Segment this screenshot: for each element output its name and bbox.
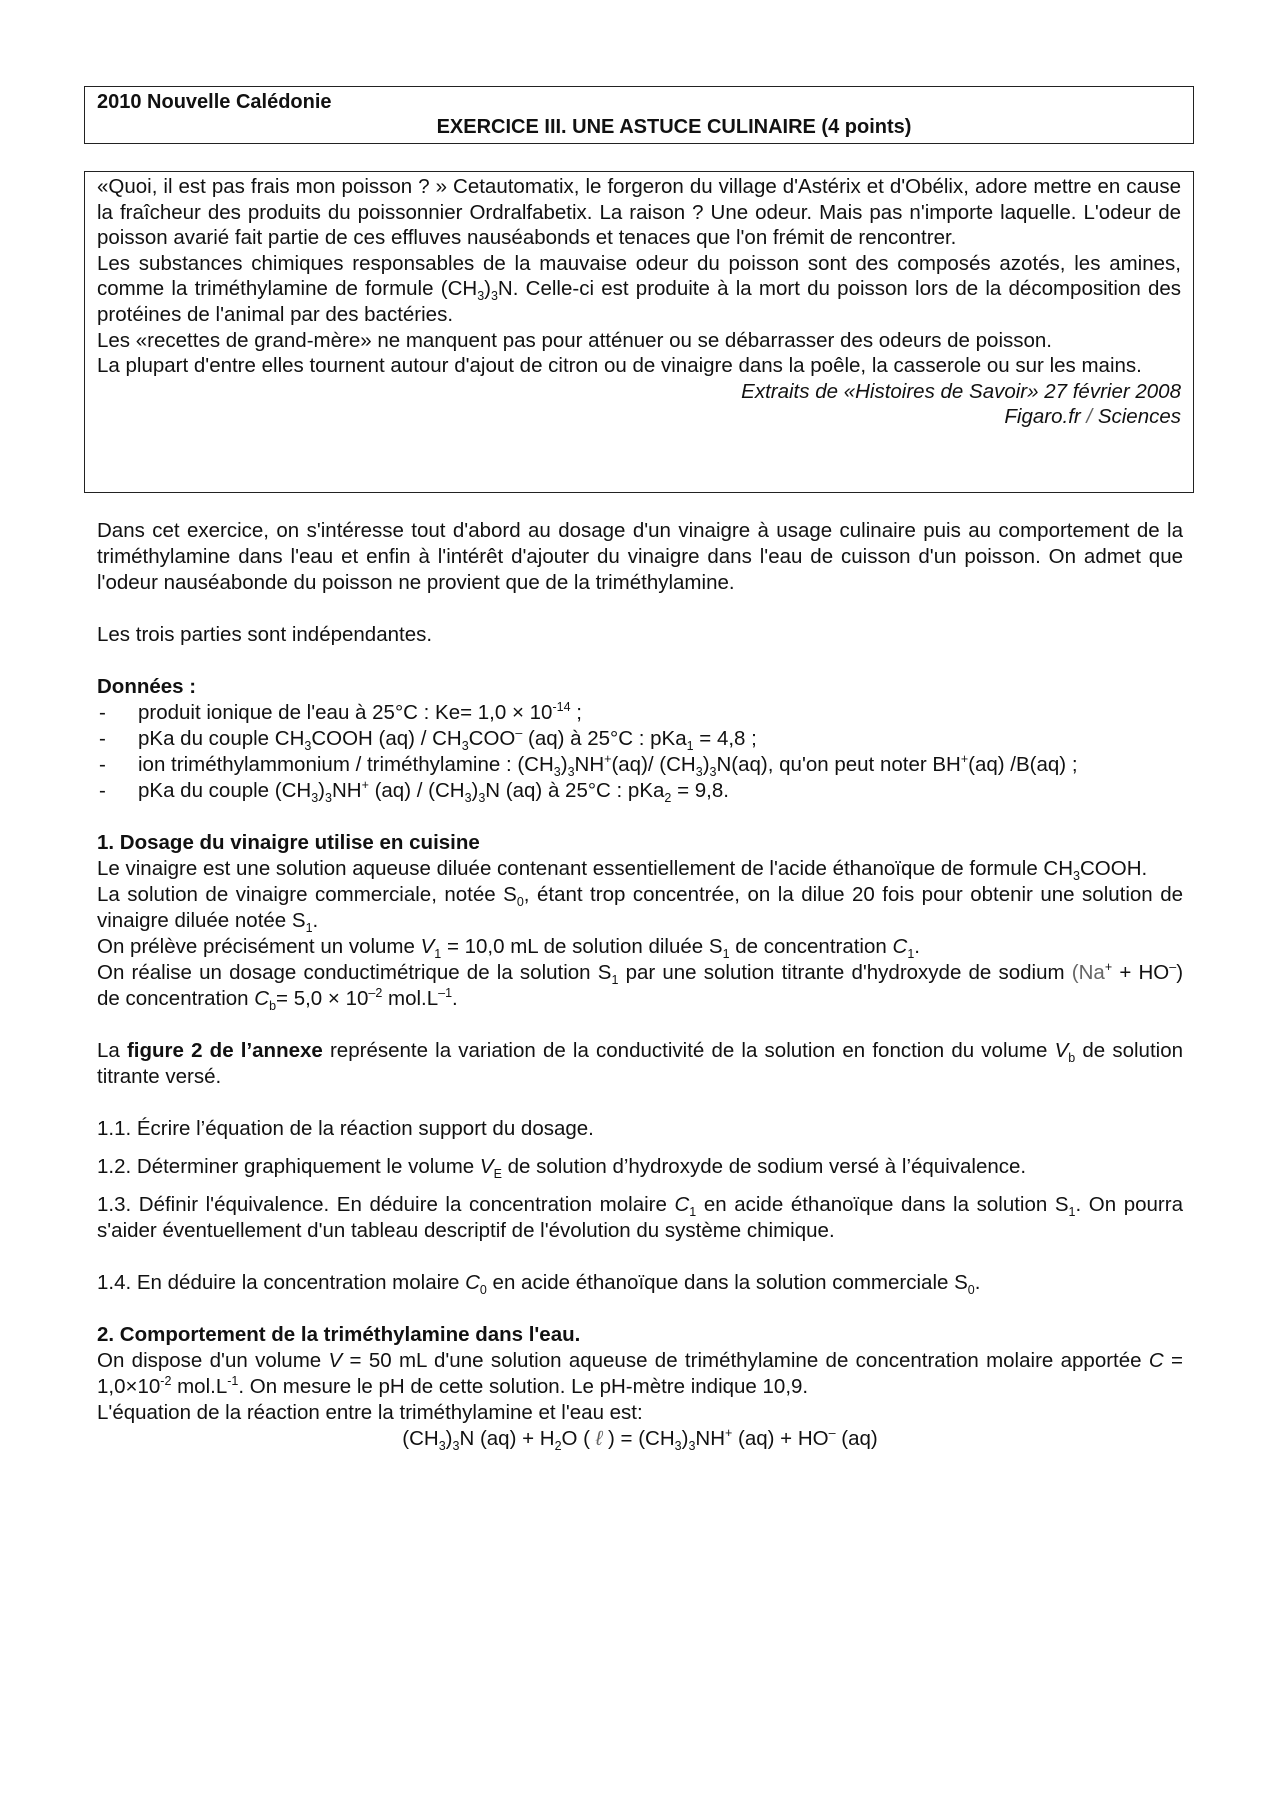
data-list (97, 700, 1183, 804)
data-item: - pKa du couple $CH_3COOH$ $(aq) / CH_3COO^-$ (aq) à 25°C : pKa$_1$ = 4,8 ; (97, 726, 1183, 752)
exercise-header (84, 86, 1194, 144)
quote-source: Extraits de «Histoires de Savoir» 27 février 2008 (741, 379, 1181, 403)
body-line: On prélève précisément un volume $V_1 = 10,0$ mL de solution diluée $S_1$ de concentration $C_1$. (97, 935, 920, 962)
data-title: Données : (97, 675, 197, 698)
body-line: On dispose d'un volume V = 50 mL d'une solution aqueuse de triméthylamine de concentration molaire apportée $C = 1,0\times 10^{-2}$ $mol.L^{-1}$. On mesure le pH de cette solution. Le pH-mètre indique 10,9. (97, 1349, 1183, 1398)
quoted-article (84, 171, 1194, 493)
section-title-2: 2. Comportement de la triméthylamine dans l'eau. (97, 1323, 581, 1346)
data-item: - produit ionique de l'eau à 25°C : $Ke= 1,0 \times 10^{-14}$ ; (97, 700, 1183, 726)
body-line: L'équation de la réaction entre la triméthylamine et l'eau est: (97, 1401, 643, 1424)
exercise-title: EXERCICE III. UNE ASTUCE CULINAIRE (4 points) (436, 116, 912, 138)
intro-paragraph: Les trois parties sont indépendantes. (97, 623, 433, 646)
figure-reference: La figure 2 de l’annexe représente la variation de la conductivité de la solution en fonction du volume $V_b$ de solution titrante versé. (97, 1039, 1184, 1088)
section-title-1: 1. Dosage du vinaigre utilise en cuisine (97, 831, 480, 854)
quote-paragraph: «Quoi, il est pas frais mon poisson ? » Cetautomatix, le forgeron du village d'Astérix et d'Obélix, adore mettre en cause la fraîcheur des produits du poissonnier Ordralfabetix. La raison ? Une odeur. Mais pas n'importe laquelle. L'odeur de poisson avarié fait partie de ces effluves nauséabonds et tenaces que l'on frémit de rencontrer. (97, 175, 1181, 250)
body-line: On réalise un dosage conductimétrique de la solution $S_1$ par une solution titrante d'hydroxyde de sodium (Na+ + HO–) de concentration $C_b= 5,0 \times 10^{-2}$ $mol.L^{-1}$. (97, 960, 1184, 1014)
body-line: Le vinaigre est une solution aqueuse diluée contenant essentiellement de l'acide éthanoïque de formule $CH_3COOH$. (97, 857, 1148, 884)
question-1-3: 1.3. Définir l'équivalence. En déduire la concentration molaire $C_1$ en acide éthanoïque dans la solution $S_1$. On pourra s'aider éventuellement d'un tableau descriptif de l'évolution du système chimique. (97, 1193, 1183, 1242)
reaction-equation: $(CH_3)_3N$ $(aq) + H_2O$ ( ℓ ) = $(CH_3)_3NH^+$ (aq) + HO– (aq) (402, 1426, 878, 1454)
quote-paragraph: Les «recettes de grand-mère» ne manquent pas pour atténuer ou se débarrasser des odeurs de poisson. (97, 328, 1052, 352)
data-item: - pKa du couple $(CH_3)_3NH^+$ $(aq) / (CH_3)_3N$ (aq) à 25°C : pKa$_2$ = 9,8. (97, 778, 1183, 804)
body-line: La solution de vinaigre commerciale, notée $S_0$, étant trop concentrée, on la dilue 20 fois pour obtenir une solution de vinaigre diluée notée $S_1$. (97, 883, 1184, 936)
quote-paragraph: Les substances chimiques responsables de la mauvaise odeur du poisson sont des composés azotés, les amines, comme la triméthylamine de formule $(CH_3)_3N$. Celle-ci est produite à la mort du poisson lors de la décomposition des protéines de l'animal par des bactéries. (97, 251, 1181, 326)
question-1-2: 1.2. Déterminer graphiquement le volume $V_E$ de solution d’hydroxyde de sodium versé à l’équivalence. (97, 1155, 1027, 1182)
exercise-body (97, 518, 1183, 1452)
question-1-4: 1.4. En déduire la concentration molaire $C_0$ en acide éthanoïque dans la solution commerciale $S_0$. (97, 1271, 981, 1298)
session-label: 2010 Nouvelle Calédonie (97, 91, 332, 113)
quote-paragraph: La plupart d'entre elles tournent autour d'ajout de citron ou de vinaigre dans la poêle, la casserole ou sur les mains. (97, 354, 1142, 378)
question-1-1: 1.1. Écrire l’équation de la réaction support du dosage. (97, 1117, 594, 1140)
quote-source-site: Figaro.fr / Sciences (1004, 405, 1181, 429)
data-item: - ion triméthylammonium / triméthylamine : $(CH_3)_3NH^+(aq)/$ $(CH_3)_3N(aq)$, qu'on peut noter BH+(aq) /B(aq) ; (97, 752, 1183, 778)
intro-paragraph: Dans cet exercice, on s'intéresse tout d'abord au dosage d'un vinaigre à usage culinaire puis au comportement de la triméthylamine dans l'eau et enfin à l'intérêt d'ajouter du vinaigre dans l'eau de cuisson d'un poisson. On admet que l'odeur nauséabonde du poisson ne provient que de la triméthylamine. (97, 519, 1183, 594)
